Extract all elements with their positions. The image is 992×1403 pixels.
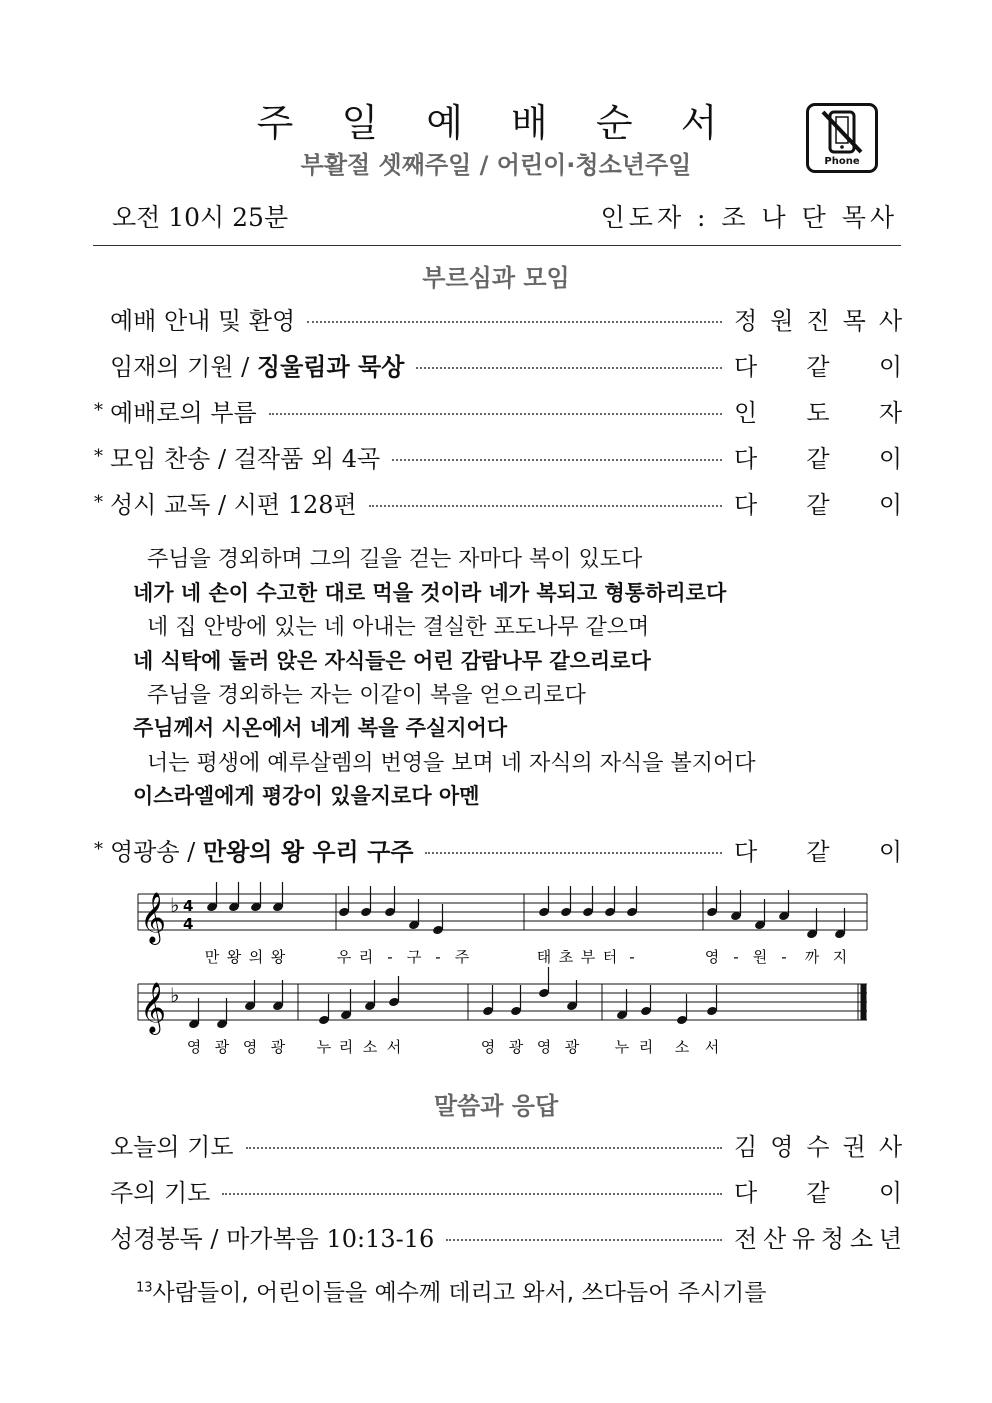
phone-label: Phone	[824, 156, 860, 167]
lyric-syllable: 만	[204, 948, 220, 966]
person-char: 다	[734, 444, 758, 473]
lyric-syllable: -	[629, 948, 635, 966]
lyric-syllable: 서	[386, 1038, 402, 1056]
person-char: 전	[734, 1224, 758, 1253]
lyric-syllable: 리	[358, 948, 374, 966]
page-title: 주 일 예 배 순 서	[256, 101, 736, 145]
order-item-title: 임재의 기원 /	[110, 352, 257, 381]
time-signature-top: 4	[183, 897, 194, 915]
person-char: 다	[734, 837, 758, 866]
person-char: 다	[734, 352, 758, 381]
lyric-syllable: 왕	[270, 948, 286, 966]
psalm-line-4: 네 식탁에 둘러 앉은 자식들은 어린 감람나무 같으리로다	[133, 649, 651, 673]
lyric-syllable: 영	[186, 1038, 202, 1056]
lyric-syllable: 구	[406, 948, 422, 966]
dot-leader	[369, 505, 722, 507]
lyric-syllable: 원	[752, 948, 768, 966]
person-char: 김	[734, 1132, 758, 1161]
person-char: 이	[878, 837, 902, 866]
person-char: 같	[806, 1178, 830, 1207]
person-char: 진	[806, 306, 830, 335]
lyric-syllable: -	[435, 948, 441, 966]
lyric-syllable: -	[781, 948, 787, 966]
person-char: 이	[878, 352, 902, 381]
order-item-psalter	[94, 484, 902, 520]
order-item-emphasis: 징울림과 묵상	[256, 352, 405, 381]
person-char: 이	[878, 444, 902, 473]
person-char: 청	[820, 1224, 845, 1253]
lyric-syllable: 서	[704, 1038, 720, 1056]
staff-2	[138, 984, 867, 1020]
verse-text: 사람들이, 어린이들을 예수께 데리고 와서, 쓰다듬어 주시기를	[152, 1280, 767, 1306]
order-item-person	[734, 347, 902, 382]
order-item-label	[110, 347, 404, 382]
person-char: 산	[762, 1224, 787, 1253]
order-item-lords-prayer	[94, 1172, 902, 1208]
order-item-person	[734, 439, 902, 474]
person-char: 년	[878, 1224, 902, 1253]
person-char: 같	[806, 444, 830, 473]
order-item-label	[110, 301, 295, 336]
standing-mark: *	[94, 491, 103, 513]
order-item-label	[110, 1219, 434, 1254]
lyric-syllable: 영	[704, 948, 720, 966]
order-item-title: 영광송 /	[110, 837, 203, 866]
dot-leader	[416, 367, 722, 369]
order-item-gloria-patri	[94, 831, 902, 867]
staff-1-lyrics	[205, 948, 848, 966]
treble-clef-icon: 𝄞	[140, 892, 167, 943]
order-item-label	[110, 393, 257, 428]
order-item-title: 예배 안내 및 환영	[110, 306, 296, 335]
order-item-person	[734, 1173, 902, 1208]
order-item-person	[734, 485, 902, 520]
person-char: 권	[842, 1132, 866, 1161]
order-item-title: 주의 기도	[110, 1178, 211, 1207]
psalm-line-5: 주님을 경외하는 자는 이같이 복을 얻으리로다	[147, 683, 586, 708]
lyric-syllable: 소	[674, 1038, 690, 1056]
person-char: 소	[849, 1224, 873, 1253]
standing-mark: *	[94, 838, 103, 860]
order-item-call-to-worship	[94, 392, 902, 428]
staff-2-lyrics	[187, 1038, 720, 1056]
lyric-syllable: 광	[564, 1038, 580, 1056]
staff-1-notes	[206, 882, 846, 939]
person-char: 영	[770, 1132, 794, 1161]
order-item-title: 성시 교독 / 시편 128편	[110, 490, 357, 519]
lyric-syllable: 영	[536, 1038, 552, 1056]
person-char: 사	[878, 306, 902, 335]
lyric-syllable: 영	[242, 1038, 258, 1056]
order-item-person	[734, 832, 902, 867]
order-item-label	[110, 439, 380, 474]
order-item-person	[734, 301, 902, 336]
flat-sign-icon-2: ♭	[170, 983, 180, 1007]
dot-leader	[446, 1239, 722, 1241]
order-item-person	[734, 393, 902, 428]
psalm-line-7: 너는 평생에 예루살렘의 번영을 보며 네 자식의 자식을 볼지어다	[147, 751, 756, 776]
order-item-emphasis: 만왕의 왕 우리 구주	[202, 837, 414, 866]
no-phone-icon	[806, 103, 878, 173]
person-char: 원	[770, 306, 794, 335]
lyric-syllable: 광	[214, 1038, 230, 1056]
verse-number: 13	[136, 1280, 153, 1296]
person-char: 같	[806, 837, 830, 866]
order-item-invocation	[94, 346, 902, 382]
dot-leader	[246, 1147, 722, 1149]
lyric-syllable: 리	[638, 1038, 654, 1056]
lyric-syllable: 주	[454, 948, 470, 966]
lyric-syllable: 리	[338, 1038, 354, 1056]
psalm-line-8: 이스라엘에게 평강이 있을지로다 아멘	[133, 784, 480, 808]
lyric-syllable: 부	[580, 948, 596, 966]
lyric-syllable: 초	[558, 948, 574, 966]
standing-mark: *	[94, 399, 103, 421]
order-item-label	[110, 1127, 234, 1162]
order-item-label	[110, 485, 357, 520]
lyric-syllable: 누	[316, 1038, 332, 1056]
person-char: 도	[806, 398, 830, 427]
order-item-label	[110, 1173, 210, 1208]
dot-leader	[269, 413, 722, 415]
dot-leader	[307, 321, 722, 323]
psalm-line-1: 주님을 경외하며 그의 길을 걷는 자마다 복이 있도다	[147, 547, 643, 572]
order-item-person	[734, 1127, 902, 1162]
section-heading-word: 말씀과 응답	[433, 1092, 559, 1120]
lyric-syllable: 우	[336, 948, 352, 966]
lyric-syllable: 터	[602, 948, 618, 966]
dot-leader	[222, 1193, 722, 1195]
time-signature-bottom: 4	[183, 915, 194, 933]
order-item-title: 성경봉독 / 마가복음 10:13-16	[110, 1224, 435, 1253]
person-char: 자	[878, 398, 902, 427]
person-char: 유	[791, 1224, 816, 1253]
person-char: 정	[734, 306, 758, 335]
order-item-scripture-reading	[94, 1218, 902, 1254]
lyric-syllable: 지	[832, 948, 848, 966]
treble-clef-icon-2: 𝄞	[140, 982, 167, 1033]
lyric-syllable: 태	[536, 948, 552, 966]
psalm-line-3: 네 집 안방에 있는 네 아내는 결실한 포도나무 같으며	[147, 615, 650, 640]
lyric-syllable: 의	[248, 948, 264, 966]
lyric-syllable: -	[387, 948, 393, 966]
music-score	[132, 882, 872, 1062]
standing-mark: *	[94, 445, 103, 467]
flat-sign-icon: ♭	[170, 893, 180, 917]
order-item-gathering-hymn	[94, 438, 902, 474]
order-item-person	[734, 1219, 902, 1254]
order-item-title: 모임 찬송 / 걸작품 외 4곡	[110, 444, 381, 473]
person-char: 인	[734, 398, 758, 427]
lyric-syllable: 소	[362, 1038, 378, 1056]
person-char: 다	[734, 490, 758, 519]
dot-leader	[392, 459, 722, 461]
divider	[93, 245, 901, 246]
lyric-syllable: 누	[614, 1038, 630, 1056]
person-char: 목	[842, 306, 866, 335]
dot-leader	[425, 852, 722, 854]
order-item-label	[110, 832, 413, 867]
person-char: 이	[878, 1178, 902, 1207]
lyric-syllable: 왕	[226, 948, 242, 966]
person-char: 수	[806, 1132, 830, 1161]
person-char: 이	[878, 490, 902, 519]
psalm-line-2: 네가 네 손이 수고한 대로 먹을 것이라 네가 복되고 형통하리로다	[133, 581, 727, 605]
person-char: 같	[806, 490, 830, 519]
order-item-prayer	[94, 1126, 902, 1162]
person-char: 같	[806, 352, 830, 381]
person-char: 사	[878, 1132, 902, 1161]
page-subtitle: 부활절 셋째주일 / 어린이·청소년주일	[300, 151, 692, 179]
service-time: 오전 10시 25분	[112, 203, 289, 232]
section-heading-gathering: 부르심과 모임	[422, 264, 570, 292]
order-item-title: 오늘의 기도	[110, 1132, 234, 1161]
lyric-syllable: 영	[480, 1038, 496, 1056]
psalm-line-6: 주님께서 시온에서 네게 복을 주실지어다	[133, 716, 508, 740]
lyric-syllable: 광	[508, 1038, 524, 1056]
order-item-title: 예배로의 부름	[110, 398, 257, 427]
scripture-verse	[136, 1274, 767, 1307]
lyric-syllable: -	[733, 948, 739, 966]
service-leader: 인도자 : 조 나 단 목사	[600, 203, 898, 232]
person-char: 다	[734, 1178, 758, 1207]
lyric-syllable: 광	[270, 1038, 286, 1056]
lyric-syllable: 까	[804, 948, 820, 966]
order-item-welcome	[94, 300, 902, 336]
